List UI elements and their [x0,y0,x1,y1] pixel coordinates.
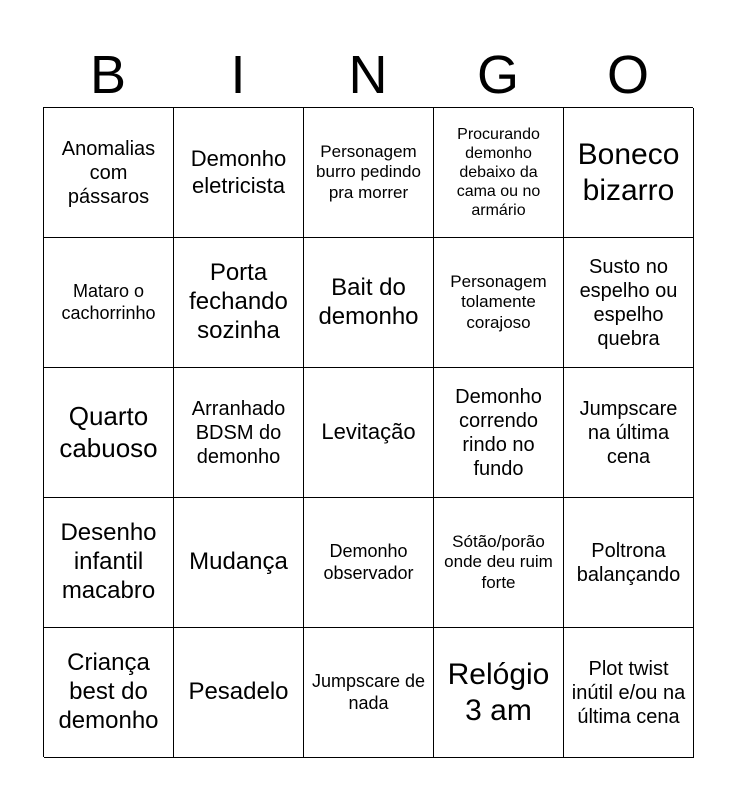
bingo-cell[interactable]: Porta fechando sozinha [174,238,304,368]
bingo-cell[interactable]: Mataro o cachorrinho [44,238,174,368]
bingo-cell[interactable]: Susto no espelho ou espelho quebra [564,238,694,368]
bingo-cell[interactable]: Personagem burro pedindo pra morrer [304,108,434,238]
bingo-cell[interactable]: Criança best do demonho [44,628,174,758]
bingo-cell[interactable]: Jumpscare de nada [304,628,434,758]
bingo-cell[interactable]: Poltrona balançando [564,498,694,628]
bingo-cell[interactable]: Sótão/porão onde deu ruim forte [434,498,564,628]
header-letter-i: I [230,45,246,105]
bingo-cell[interactable]: Demonho eletricista [174,108,304,238]
bingo-cell[interactable]: Procurando demonho debaixo da cama ou no armário [434,108,564,238]
bingo-cell[interactable]: Bait do demonho [304,238,434,368]
bingo-cell[interactable]: Plot twist inútil e/ou na última cena [564,628,694,758]
bingo-cell[interactable]: Boneco bizarro [564,108,694,238]
bingo-cell[interactable]: Pesadelo [174,628,304,758]
bingo-cell[interactable]: Anomalias com pássaros [44,108,174,238]
bingo-cell[interactable]: Levitação [304,368,434,498]
bingo-header [43,44,693,106]
header-letter-o: O [606,45,649,105]
header-letter-b: B [89,45,127,105]
bingo-cell[interactable]: Quarto cabuoso [44,368,174,498]
bingo-cell[interactable]: Desenho infantil macabro [44,498,174,628]
header-letter-g: G [476,45,519,105]
bingo-cell[interactable]: Mudança [174,498,304,628]
bingo-cell[interactable]: Demonho observador [304,498,434,628]
bingo-cell[interactable]: Arranhado BDSM do demonho [174,368,304,498]
bingo-cell[interactable]: Relógio 3 am [434,628,564,758]
header-letter-n: N [348,45,388,105]
bingo-cell[interactable]: Personagem tolamente corajoso [434,238,564,368]
bingo-grid [43,107,693,757]
bingo-cell[interactable]: Jumpscare na última cena [564,368,694,498]
bingo-cell[interactable]: Demonho correndo rindo no fundo [434,368,564,498]
